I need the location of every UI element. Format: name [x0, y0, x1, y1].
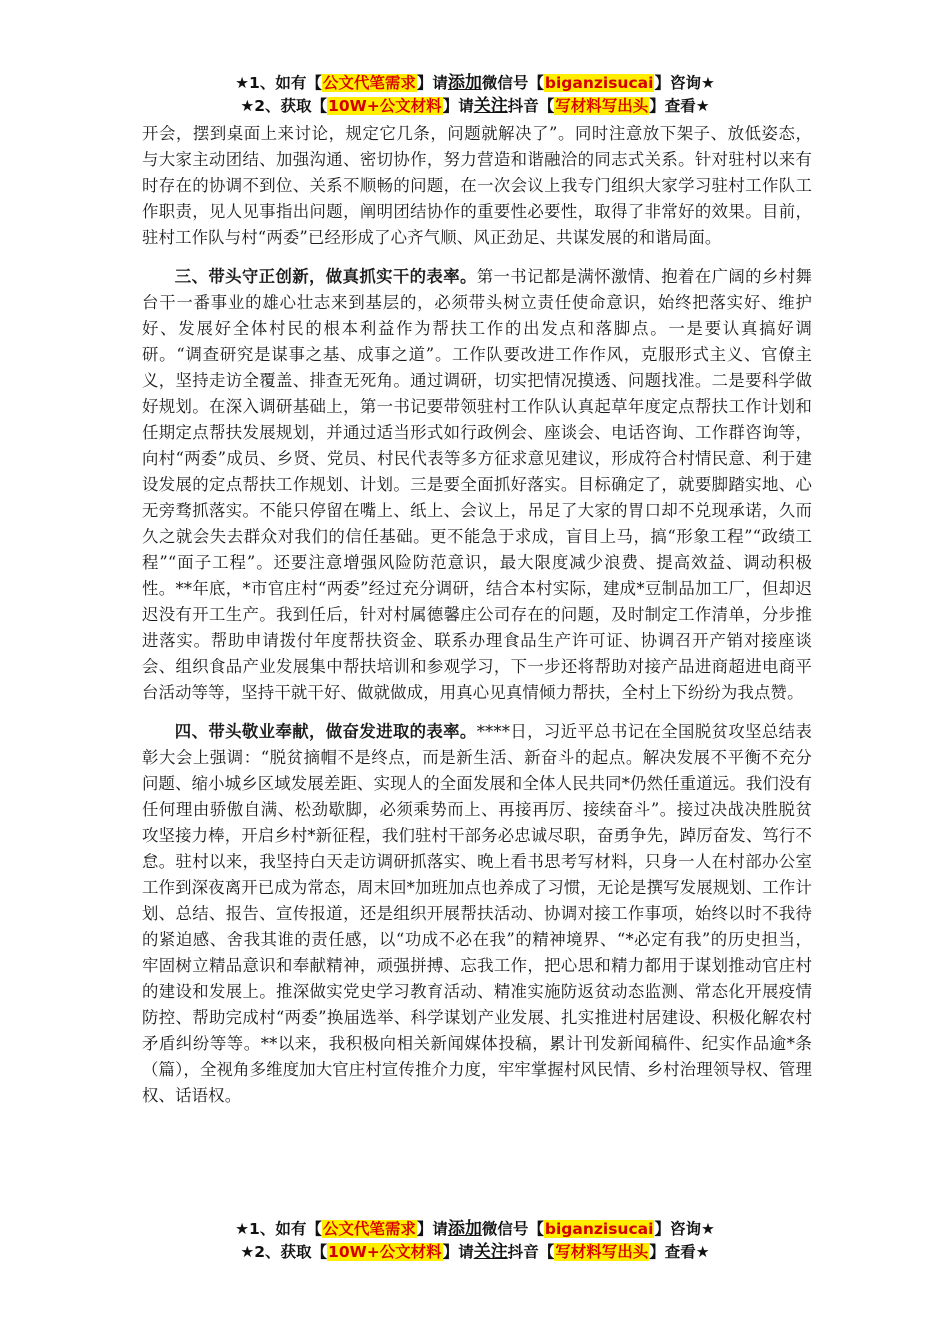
section-text-four: ****日，习近平总书记在全国脱贫攻坚总结表彰大会上强调：“脱贫摘帽不是终点，而是新生活、新奋斗的起点。解决发展不平衡不充分问题、缩小城乡区域发展差距、实现人的全面发展和全体人民共同*仍然任重道远。我们没有任何理由骄傲自满、松劲歇脚，必须乘势而上、再接再厉、接续奋斗”。接过决战决胜脱贫攻坚接力棒，开启乡村*新征程，我们驻村干部务必忠诚尽职，奋勇争先，踔厉奋发、笃行不怠。驻村以来，我坚持白天走访调研抓落实、晚上看书思考写材料，只身一人在村部办公室工作到深夜离开已成为常态，周末回*加班加点也养成了习惯，无论是撰写发展规划、工作计划、总结、报告、宣传报道，还是组织开展帮扶活动、协调对接工作事项，始终以时不我待的紧迫感、舍我其谁的责任感，以“功成不必在我”的精神境界、“*必定有我”的历史担当，牢固树立精品意识和奉献精神，顽强拼搏、忘我工作，把心思和精力都用于谋划推动官庄村的建设和发展上。推深做实党史学习教育活动、精准实施防返贫动态监测、常态化开展疫情防控、帮助完成村“两委”换届选举、科学谋划产业发展、扎实推进村居建设、积极化解农村矛盾纠纷等等。**以来，我积极向相关新闻媒体投稿，累计刊发新闻稿件、纪实作品逾*条（篇），全视角多维度加大官庄村宣传推介力度，牢牢掌握村风民情、乡村治理领导权、管理权、话语权。: [142, 722, 812, 1105]
document-body: [142, 121, 812, 1109]
banner-text: 】查看★: [649, 97, 710, 115]
promo-banner-bottom-line1: [0, 1218, 950, 1240]
banner-highlight: 10W+公文材料: [328, 97, 442, 115]
promo-banner-bottom-line2: [0, 1241, 950, 1263]
banner-highlight-douyin: 写材料写出头: [555, 1243, 649, 1261]
paragraph-section-three: [142, 264, 812, 706]
promo-banner-top-line2: [0, 95, 950, 117]
section-text-three: 第一书记都是满怀激情、抱着在广阔的乡村舞台干一番事业的雄心壮志来到基层的，必须带头树立责任使命意识，始终把落实好、维护好、发展好全体村民的根本利益作为帮扶工作的出发点和落脚点。一是要认真搞好调研。“调查研究是谋事之基、成事之道”。工作队要改进工作作风，克服形式主义、官僚主义，坚持走访全覆盖、排查无死角。通过调研，切实把情况摸透、问题找准。二是要科学做好规划。在深入调研基础上，第一书记要带领驻村工作队认真起草年度定点帮扶工作计划和任期定点帮扶发展规划，并通过适当形式如行政例会、座谈会、电话咨询、工作群咨询等，向村“两委”成员、乡贤、党员、村民代表等多方征求意见建议，形成符合村情民意、利于建设发展的定点帮扶工作规划、计划。三是要全面抓好落实。目标确定了，就要脚踏实地、心无旁骛抓落实。不能只停留在嘴上、纸上、会议上，吊足了大家的胃口却不兑现承诺，久而久之就会失去群众对我们的信任基础。更不能急于求成，盲目上马，搞“形象工程”“政绩工程”“面子工程”。还要注意增强风险防范意识，最大限度减少浪费、提高效益、调动积极性。**年底，*市官庄村“两委”经过充分调研，结合本村实际，建成*豆制品加工厂，但却迟迟没有开工生产。我到任后，针对村属德馨庄公司存在的问题，及时制定工作清单，分步推进落实。帮助申请拨付年度帮扶资金、联系办理食品生产许可证、协调召开产销对接座谈会、组织食品产业发展集中帮扶培训和参观学习，下一步还将帮助对接产品进商超进电商平台活动等等，坚持干就干好、做就做成，用真心见真情倾力帮扶，全村上下纷纷为我点赞。: [142, 267, 813, 702]
banner-underlined: 添加: [447, 73, 482, 93]
banner-text: 微信号【: [481, 74, 544, 92]
banner-text: 抖音【: [507, 97, 555, 115]
banner-underlined: 添加: [447, 1219, 482, 1239]
banner-underlined: 关注: [473, 1242, 508, 1262]
banner-text: ★1、如有【: [235, 74, 322, 92]
banner-highlight-wechat: biganzisucai: [544, 74, 654, 92]
banner-highlight: 公文代笔需求: [322, 74, 416, 92]
banner-highlight: 10W+公文材料: [328, 1243, 442, 1261]
banner-highlight-wechat: biganzisucai: [544, 1220, 654, 1238]
banner-highlight-douyin: 写材料写出头: [555, 97, 649, 115]
banner-highlight: 公文代笔需求: [322, 1220, 416, 1238]
banner-text: ★2、获取【: [240, 1243, 328, 1261]
banner-text: 】查看★: [649, 1243, 710, 1261]
banner-text: 】请: [442, 1243, 474, 1261]
section-heading-four: 四、带头敬业奉献，做奋发进取的表率。: [174, 722, 477, 741]
banner-text: 】请: [416, 1220, 448, 1238]
banner-text: 】咨询★: [654, 1220, 715, 1238]
banner-underlined: 关注: [473, 96, 508, 116]
paragraph-section-four: [142, 719, 812, 1109]
banner-text: 】请: [416, 74, 448, 92]
banner-text: 微信号【: [481, 1220, 544, 1238]
banner-text: 】咨询★: [654, 74, 715, 92]
banner-text: ★2、获取【: [240, 97, 328, 115]
paragraph-continued: 开会，摆到桌面上来讨论，规定它几条，问题就解决了”。同时注意放下架子、放低姿态，与大家主动团结、加强沟通、密切协作，努力营造和谐融洽的同志式关系。针对驻村以来有时存在的协调不到位、关系不顺畅的问题，在一次会议上我专门组织大家学习驻村工作队工作职责，见人见事指出问题，阐明团结协作的重要性必要性，取得了非常好的效果。目前，驻村工作队与村“两委”已经形成了心齐气顺、风正劲足、共谋发展的和谐局面。: [142, 124, 812, 247]
banner-text: ★1、如有【: [235, 1220, 322, 1238]
section-heading-three: 三、带头守正创新，做真抓实干的表率。: [174, 267, 477, 286]
banner-text: 】请: [442, 97, 474, 115]
promo-banner-top-line1: [0, 72, 950, 94]
banner-text: 抖音【: [507, 1243, 555, 1261]
